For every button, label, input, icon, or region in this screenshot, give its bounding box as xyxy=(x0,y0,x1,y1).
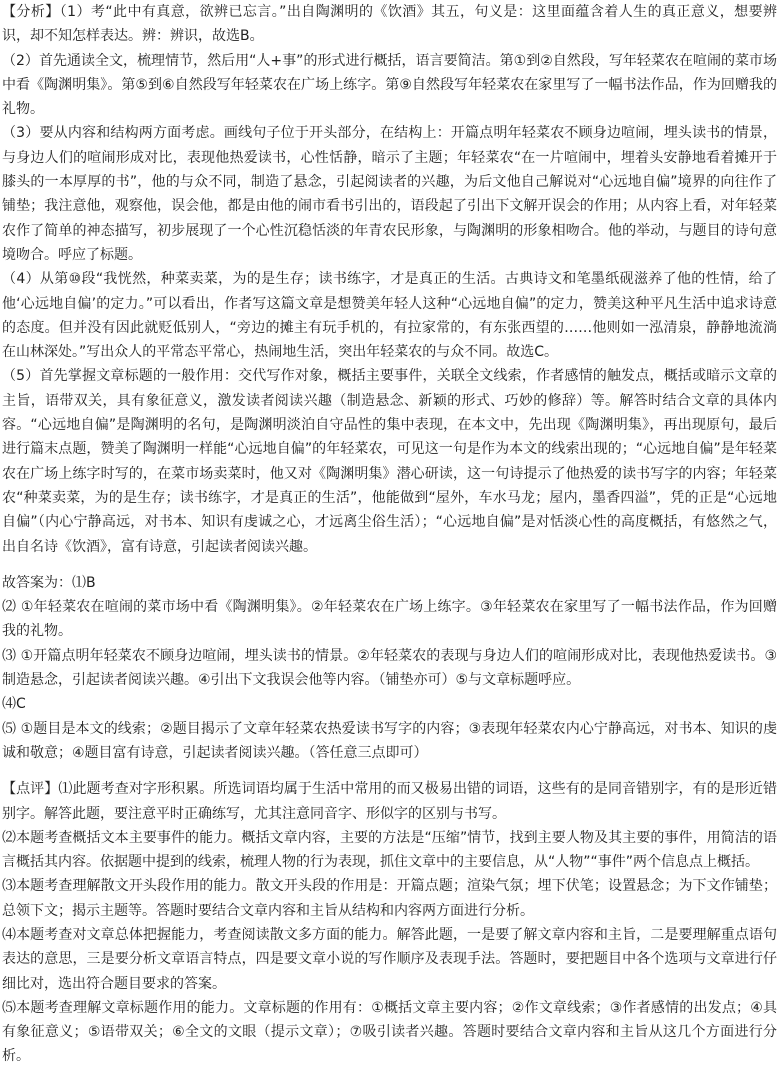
section-spacer xyxy=(2,559,777,571)
analysis-paragraph-3: （3）要从内容和结构两方面考虑。画线句子位于开头部分，在结构上：开篇点明年轻菜农不顾身边喧闹，埋头读书的情景，与身边人们的喧闹形成对比，表现他热爱读书，心性恬静，暗示了主题；年轻菜农“在一片喧闹中，埋着头安静地看着摊开于膝头的一本厚厚的书”，他的与众不同，制造了悬念，引起阅读者的兴趣，为后文他自己解说对“心远地自偏”境界的向往作了铺垫；我注意他，观察他，误会他，都是由他的闹市看书引出的，语段起了引出下文解开误会的作用；从内容上看，对年轻菜农作了简单的神态描写，初步展现了一个心性沉稳恬淡的年青农民形象，与陶渊明的形象相吻合。他的举动，与题目的诗句意境吻合。呼应了标题。 xyxy=(2,125,777,263)
comment-paragraph-5: ⑸本题考查理解文章标题作用的能力。文章标题的作用有：①概括文章主要内容；②作文章线索；③作者感情的出发点；④具有象征意义；⑤语带双关；⑥全文的文眼（提示文章）；⑦吸引读者兴趣。答题时要结合文章内容和主旨从这几个方面进行分析。 xyxy=(2,999,777,1065)
answer-line-4: ⑷C xyxy=(2,696,26,713)
analysis-heading: 【分析】 xyxy=(2,4,60,20)
answer-section xyxy=(2,571,777,765)
answer-line-3: ⑶ ①开篇点明年轻菜农不顾身边喧闹，埋头读书的情景。②年轻菜农的表现与身边人们的喧闹形成对比，表现他热爱读书。③制造悬念，引起读者阅读兴趣。④引出下文我误会他等内容。（铺垫亦可）⑤与文章标题呼应。 xyxy=(2,647,777,689)
comment-paragraph-1: 【点评】⑴此题考查对字形积累。所选词语均属于生活中常用的而又极易出错的词语，这些有的是同音错别字，有的是形近错别字。解答此题，要注意平时正确练写，尤其注意同音字、形似字的区别与书写。 xyxy=(2,781,777,822)
comment-paragraph-2: ⑵本题考查概括文本主要事件的能力。概括文章内容，主要的方法是“压缩”情节，找到主要人物及其主要的事件，用简洁的语言概括其内容。依据题中提到的线索，梳理人物的行为表现，抓住文章中的主要信息，从“人物”“事件”两个信息点上概括。 xyxy=(2,829,777,871)
answer-line-2: ⑵ ①年轻菜农在喧闹的菜市场中看《陶渊明集》。②年轻菜农在广场上练字。③年轻菜农在家里写了一幅书法作品，作为回赠我的礼物。 xyxy=(2,599,777,640)
answer-line-1: 故答案为：⑴B xyxy=(2,574,96,591)
analysis-paragraph-4: （4）从第⑩段“我恍然，种菜卖菜，为的是生存；读书练字，才是真正的生活。古典诗文和笔墨纸砚滋养了他的性情，给了他‘心远地自偏’的定力。”可以看出，作者写这篇文章是想赞美年轻人这种“心远地自偏”的定力，赞美这种平凡生活中追求诗意的态度。但并没有因此就贬低别人，“旁边的摊主有玩手机的，有拉家常的，有东张西望的……他则如一泓清泉，静静地流淌在山林深处。”写出众人的平常态平常心，热闹地生活，突出年轻菜农的与众不同。故选C。 xyxy=(2,271,777,361)
comment-section xyxy=(2,777,777,1069)
answer-line-5: ⑸ ①题目是本文的线索；②题目揭示了文章年轻菜农热爱读书写字的内容；③表现年轻菜农内心宁静高远，对书本、知识的虔诚和敬意；④题目富有诗意，引起读者阅读兴趣。（答任意三点即可） xyxy=(2,720,777,761)
comment-paragraph-3: ⑶本题考查理解散文开头段作用的能力。散文开头段的作用是：开篇点题；渲染气氛；埋下伏笔；设置悬念；为下文作铺垫；总领下文；揭示主题等。答题时要结合文章内容和主旨从结构和内容两方面进行分析。 xyxy=(2,878,777,919)
analysis-paragraph-1: 【分析】（1）考“此中有真意，欲辨已忘言。”出自陶渊明的《饮酒》其五，句义是：这里面蕴含着人生的真正意义，想要辨识，却不知怎样表达。辨：辨识，故选B。 xyxy=(2,4,777,45)
analysis-paragraph-5: （5）首先掌握文章标题的一般作用：交代写作对象，概括主要事件，关联全文线索，作者感情的触发点，概括或暗示文章的主旨，语带双关，具有象征意义，激发读者阅读兴趣（制造悬念、新颖的形式、巧妙的修辞）等。解答时结合文章的具体内容。“心远地自偏”是陶渊明的名句，是陶渊明淡泊自守品性的集中表现，在本文中，先出现《陶渊明集》，再出现原句，最后进行篇末点题，赞美了陶渊明一样能“心远地自偏”的年轻菜农，可见这一句是作为本文的线索出现的；“心远地自偏”是年轻菜农在广场上练字时写的，在菜市场卖菜时，他又对《陶渊明集》潜心研读，这一句诗提示了他热爱的读书写字的内容；年轻菜农“种菜卖菜，为的是生存；读书练字，才是真正的生活”，他能做到“屋外，车水马龙；屋内，墨香四溢”，凭的正是“心远地自偏”（内心宁静高远，对书本、知识有虔诚之心，才远离尘俗生活）；“心远地自偏”是对恬淡心性的高度概括，有悠然之气，出自名诗《饮酒》，富有诗意，引起读者阅读兴趣。 xyxy=(2,368,777,555)
comment-paragraph-4: ⑷本题考查对文章总体把握能力，考查阅读散文多方面的能力。解答此题，一是要了解文章内容和主旨，二是要理解重点语句表达的意思，三是要分析文章语言特点，四是要文章小说的写作顺序及表现手法。答题时，要把题目中各个选项与文章进行仔细比对，选出符合题目要求的答案。 xyxy=(2,926,777,992)
section-spacer xyxy=(2,765,777,777)
analysis-paragraph-2: （2）首先通读全文，梳理情节，然后用“人+事”的形式进行概括，语言要简洁。第①到②自然段，写年轻菜农在喧闹的菜市场中看《陶渊明集》。第⑤到⑥自然段写年轻菜农在广场上练字。第⑨自然段写年轻菜农在家里写了一幅书法作品，作为回赠我的礼物。 xyxy=(2,52,777,118)
analysis-section xyxy=(2,0,777,559)
